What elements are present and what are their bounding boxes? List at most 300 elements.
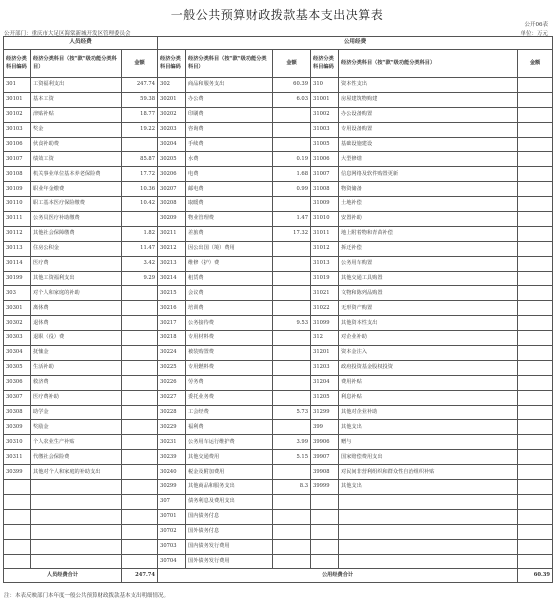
table-row <box>4 271 553 286</box>
amount-cell: 17.32 <box>273 226 311 241</box>
economic-code-cell: 30310 <box>4 435 31 450</box>
amount-cell <box>122 554 158 569</box>
economic-name-cell: 国外债务发行费用 <box>186 554 273 569</box>
table-row <box>4 212 553 227</box>
economic-name-cell: 国内债务发行费用 <box>186 539 273 554</box>
economic-code-cell: 303 <box>4 286 31 301</box>
amount-cell <box>273 271 311 286</box>
amount-cell: 8.3 <box>273 480 311 495</box>
amount-cell <box>273 346 311 361</box>
economic-code-cell: 31001 <box>311 92 339 107</box>
amount-cell: 1.82 <box>122 226 158 241</box>
economic-code-cell: 30201 <box>158 92 186 107</box>
amount-cell: 17.72 <box>122 167 158 182</box>
personnel-section-title: 人员经费 <box>4 37 158 50</box>
economic-code-cell <box>4 480 31 495</box>
economic-code-cell: 31002 <box>311 107 339 122</box>
economic-code-cell: 30211 <box>158 226 186 241</box>
economic-code-cell <box>311 494 339 509</box>
economic-name-cell: 办公设备购置 <box>339 107 518 122</box>
economic-name-cell <box>31 509 122 524</box>
economic-name-cell: 邮电费 <box>186 182 273 197</box>
economic-code-cell <box>4 524 31 539</box>
economic-name-cell: 资本金注入 <box>339 346 518 361</box>
economic-code-cell: 31005 <box>311 137 339 152</box>
amount-cell <box>518 316 553 331</box>
header-name: 经济分类科目（按“款”级功能分类科目） <box>186 50 273 78</box>
amount-cell <box>273 331 311 346</box>
economic-code-cell: 31022 <box>311 301 339 316</box>
amount-cell: 10.36 <box>122 182 158 197</box>
amount-cell <box>518 167 553 182</box>
economic-code-cell: 30701 <box>158 509 186 524</box>
amount-cell <box>273 375 311 390</box>
amount-cell <box>273 301 311 316</box>
economic-name-cell: 助学金 <box>31 405 122 420</box>
economic-name-cell: 基础设施建设 <box>339 137 518 152</box>
amount-cell <box>122 494 158 509</box>
amount-cell <box>122 465 158 480</box>
economic-name-cell: 抚恤金 <box>31 346 122 361</box>
amount-cell <box>273 494 311 509</box>
economic-code-cell: 30224 <box>158 346 186 361</box>
economic-code-cell: 30240 <box>158 465 186 480</box>
amount-cell: 5.73 <box>273 405 311 420</box>
economic-name-cell: 费用补贴 <box>339 375 518 390</box>
economic-code-cell: 30204 <box>158 137 186 152</box>
economic-name-cell: 伙食补助费 <box>31 137 122 152</box>
economic-name-cell: 大型修缮 <box>339 152 518 167</box>
amount-cell <box>273 197 311 212</box>
economic-code-cell: 31008 <box>311 182 339 197</box>
table-row <box>4 360 553 375</box>
amount-cell <box>518 107 553 122</box>
economic-code-cell <box>4 509 31 524</box>
economic-code-cell: 30113 <box>4 241 31 256</box>
amount-cell: 5.15 <box>273 450 311 465</box>
economic-name-cell: 代缴社会保险费 <box>31 450 122 465</box>
amount-cell <box>122 316 158 331</box>
amount-cell <box>273 241 311 256</box>
economic-code-cell: 30112 <box>4 226 31 241</box>
economic-name-cell: 赠与 <box>339 435 518 450</box>
economic-code-cell: 31299 <box>311 405 339 420</box>
economic-name-cell: 咨询费 <box>186 122 273 137</box>
section-header-row <box>4 37 553 50</box>
table-row <box>4 167 553 182</box>
economic-name-cell: 地上附着物和青苗补偿 <box>339 226 518 241</box>
amount-cell <box>518 301 553 316</box>
economic-code-cell: 30101 <box>4 92 31 107</box>
economic-name-cell: 生活补助 <box>31 360 122 375</box>
economic-code-cell: 30109 <box>4 182 31 197</box>
amount-cell: 6.03 <box>273 92 311 107</box>
economic-code-cell: 31201 <box>311 346 339 361</box>
economic-name-cell: 其他对企业补助 <box>339 405 518 420</box>
amount-cell: 59.38 <box>122 92 158 107</box>
table-row <box>4 524 553 539</box>
amount-cell <box>518 286 553 301</box>
department-label: 公开部门：重庆市大足区海棠新城开发区管理委员会 <box>4 31 131 37</box>
amount-cell <box>518 465 553 480</box>
amount-cell <box>122 212 158 227</box>
economic-code-cell: 30227 <box>158 390 186 405</box>
economic-name-cell: 手续费 <box>186 137 273 152</box>
amount-cell <box>273 539 311 554</box>
header-name: 经济分类科目（按“款”级功能分类科目） <box>31 50 122 78</box>
economic-code-cell: 30111 <box>4 212 31 227</box>
amount-cell <box>273 554 311 569</box>
amount-cell: 18.77 <box>122 107 158 122</box>
economic-code-cell: 30213 <box>158 256 186 271</box>
economic-code-cell: 399 <box>311 420 339 435</box>
personnel-total-amount: 247.74 <box>122 569 158 583</box>
economic-name-cell: 拆迁补偿 <box>339 241 518 256</box>
economic-name-cell: 个人农业生产补贴 <box>31 435 122 450</box>
amount-cell <box>273 360 311 375</box>
amount-cell <box>122 509 158 524</box>
economic-name-cell: 物业管理费 <box>186 212 273 227</box>
economic-name-cell: 税金及附加费用 <box>186 465 273 480</box>
amount-cell <box>122 286 158 301</box>
table-row <box>4 286 553 301</box>
table-row <box>4 346 553 361</box>
economic-code-cell: 301 <box>4 78 31 93</box>
total-row <box>4 569 553 583</box>
economic-code-cell: 30229 <box>158 420 186 435</box>
economic-code-cell <box>4 494 31 509</box>
table-row <box>4 122 553 137</box>
economic-name-cell: 公务用车运行维护费 <box>186 435 273 450</box>
economic-name-cell: 其他支出 <box>339 420 518 435</box>
economic-name-cell: 公务用车购置 <box>339 256 518 271</box>
footnote: 注：本表反映部门本年度一般公共预算财政拨款基本支出明细情况。 <box>4 593 170 599</box>
economic-name-cell: 救济费 <box>31 375 122 390</box>
economic-name-cell: 培训费 <box>186 301 273 316</box>
economic-name-cell: 无形资产购置 <box>339 301 518 316</box>
economic-name-cell: 专用燃料费 <box>186 360 273 375</box>
economic-name-cell: 水费 <box>186 152 273 167</box>
economic-name-cell: 安置补助 <box>339 212 518 227</box>
amount-cell <box>122 435 158 450</box>
economic-code-cell: 31205 <box>311 390 339 405</box>
economic-name-cell <box>339 509 518 524</box>
economic-code-cell: 30107 <box>4 152 31 167</box>
amount-cell: 0.19 <box>273 152 311 167</box>
economic-name-cell: 办公费 <box>186 92 273 107</box>
economic-code-cell: 30103 <box>4 122 31 137</box>
amount-cell <box>518 137 553 152</box>
amount-cell <box>122 420 158 435</box>
amount-cell <box>518 524 553 539</box>
economic-name-cell: 职工基本医疗保险缴费 <box>31 197 122 212</box>
amount-cell <box>518 241 553 256</box>
economic-code-cell: 31204 <box>311 375 339 390</box>
economic-code-cell: 30228 <box>158 405 186 420</box>
economic-code-cell: 30305 <box>4 360 31 375</box>
amount-cell: 85.87 <box>122 152 158 167</box>
amount-cell: 19.22 <box>122 122 158 137</box>
economic-name-cell: 专用材料费 <box>186 331 273 346</box>
amount-cell: 1.47 <box>273 212 311 227</box>
economic-code-cell: 31021 <box>311 286 339 301</box>
amount-cell <box>122 301 158 316</box>
economic-name-cell: 政府投资基金股权投资 <box>339 360 518 375</box>
amount-cell <box>122 137 158 152</box>
economic-code-cell: 30114 <box>4 256 31 271</box>
amount-cell <box>518 78 553 93</box>
economic-name-cell: 其他交通费用 <box>186 450 273 465</box>
economic-code-cell: 39999 <box>311 480 339 495</box>
table-row <box>4 405 553 420</box>
economic-code-cell <box>311 539 339 554</box>
header-amount: 金额 <box>518 50 553 78</box>
amount-cell <box>518 122 553 137</box>
economic-code-cell: 30209 <box>158 212 186 227</box>
economic-code-cell: 30304 <box>4 346 31 361</box>
amount-cell: 11.47 <box>122 241 158 256</box>
economic-name-cell: 绩效工资 <box>31 152 122 167</box>
economic-name-cell: 电费 <box>186 167 273 182</box>
table-row <box>4 539 553 554</box>
amount-cell: 1.68 <box>273 167 311 182</box>
economic-code-cell: 30106 <box>4 137 31 152</box>
economic-name-cell: 物资储备 <box>339 182 518 197</box>
economic-code-cell: 30301 <box>4 301 31 316</box>
economic-name-cell: 租赁费 <box>186 271 273 286</box>
economic-name-cell: 其他社会保障缴费 <box>31 226 122 241</box>
table-row <box>4 137 553 152</box>
economic-code-cell <box>4 539 31 554</box>
economic-code-cell: 31006 <box>311 152 339 167</box>
amount-cell: 9.29 <box>122 271 158 286</box>
column-header-row <box>4 50 553 78</box>
expenditure-table <box>3 36 553 583</box>
amount-cell <box>273 107 311 122</box>
economic-code-cell: 302 <box>158 78 186 93</box>
economic-code-cell: 30212 <box>158 241 186 256</box>
amount-cell <box>518 509 553 524</box>
economic-code-cell <box>311 524 339 539</box>
header-code: 经济分类科目编码 <box>311 50 339 78</box>
economic-name-cell: 债务利息及费用支出 <box>186 494 273 509</box>
amount-cell <box>122 524 158 539</box>
economic-code-cell: 30399 <box>4 465 31 480</box>
amount-cell <box>273 256 311 271</box>
economic-code-cell: 312 <box>311 331 339 346</box>
economic-name-cell: 委托业务费 <box>186 390 273 405</box>
economic-code-cell: 30202 <box>158 107 186 122</box>
economic-name-cell <box>31 539 122 554</box>
table-row <box>4 152 553 167</box>
economic-code-cell: 30308 <box>4 405 31 420</box>
header-code: 经济分类科目编码 <box>4 50 31 78</box>
economic-name-cell: 信息网络及软件购置更新 <box>339 167 518 182</box>
economic-name-cell <box>31 524 122 539</box>
economic-name-cell: 国家赔偿费用支出 <box>339 450 518 465</box>
table-row <box>4 226 553 241</box>
economic-name-cell: 工会经费 <box>186 405 273 420</box>
amount-cell <box>273 465 311 480</box>
header-name: 经济分类科目（按“款”级功能分类科目） <box>339 50 518 78</box>
economic-code-cell: 30703 <box>158 539 186 554</box>
economic-name-cell <box>31 554 122 569</box>
economic-name-cell: 公务接待费 <box>186 316 273 331</box>
economic-name-cell <box>31 494 122 509</box>
economic-name-cell: 会议费 <box>186 286 273 301</box>
economic-code-cell: 30110 <box>4 197 31 212</box>
table-row <box>4 197 553 212</box>
table-row <box>4 182 553 197</box>
amount-cell <box>273 524 311 539</box>
economic-code-cell: 30108 <box>4 167 31 182</box>
amount-cell <box>518 226 553 241</box>
amount-cell <box>518 182 553 197</box>
economic-code-cell: 30102 <box>4 107 31 122</box>
economic-name-cell: 被装购置费 <box>186 346 273 361</box>
table-row <box>4 316 553 331</box>
economic-code-cell <box>311 554 339 569</box>
table-row <box>4 494 553 509</box>
table-row <box>4 465 553 480</box>
table-row <box>4 256 553 271</box>
economic-name-cell: 差旅费 <box>186 226 273 241</box>
economic-name-cell: 福利费 <box>186 420 273 435</box>
economic-name-cell: 机关事业单位基本养老保险费 <box>31 167 122 182</box>
amount-cell <box>518 360 553 375</box>
economic-code-cell: 30306 <box>4 375 31 390</box>
economic-name-cell: 工资福利支出 <box>31 78 122 93</box>
economic-name-cell: 商品和服务支出 <box>186 78 273 93</box>
economic-name-cell: 对民间非营利组织和群众性自治组织补贴 <box>339 465 518 480</box>
economic-code-cell <box>4 554 31 569</box>
economic-code-cell: 30205 <box>158 152 186 167</box>
economic-name-cell: 离休费 <box>31 301 122 316</box>
economic-name-cell: 对个人和家庭的补助 <box>31 286 122 301</box>
amount-cell <box>518 346 553 361</box>
table-row <box>4 435 553 450</box>
economic-name-cell: 基本工资 <box>31 92 122 107</box>
table-code: 公开06表 <box>524 22 548 28</box>
economic-name-cell: 其他资本性支出 <box>339 316 518 331</box>
amount-cell <box>122 405 158 420</box>
economic-name-cell: 退职（役）费 <box>31 331 122 346</box>
economic-name-cell: 取暖费 <box>186 197 273 212</box>
economic-name-cell <box>339 524 518 539</box>
table-row <box>4 107 553 122</box>
header-amount: 金额 <box>122 50 158 78</box>
table-row <box>4 420 553 435</box>
economic-code-cell: 31009 <box>311 197 339 212</box>
economic-name-cell: 房屋建筑物购建 <box>339 92 518 107</box>
economic-code-cell: 30702 <box>158 524 186 539</box>
header-amount: 金额 <box>273 50 311 78</box>
economic-code-cell: 39907 <box>311 450 339 465</box>
amount-cell <box>518 390 553 405</box>
economic-code-cell: 30199 <box>4 271 31 286</box>
table-row <box>4 390 553 405</box>
economic-name-cell: 资本性支出 <box>339 78 518 93</box>
table-row <box>4 480 553 495</box>
economic-code-cell: 30302 <box>4 316 31 331</box>
document-title: 一般公共预算财政拨款基本支出决算表 <box>170 8 384 22</box>
economic-name-cell <box>339 539 518 554</box>
economic-name-cell: 其他商品和服务支出 <box>186 480 273 495</box>
economic-name-cell: 国内债务付息 <box>186 509 273 524</box>
economic-name-cell: 利息补贴 <box>339 390 518 405</box>
economic-code-cell: 30309 <box>4 420 31 435</box>
economic-code-cell: 31203 <box>311 360 339 375</box>
amount-cell <box>518 375 553 390</box>
amount-cell: 0.99 <box>273 182 311 197</box>
amount-cell: 10.42 <box>122 197 158 212</box>
economic-code-cell: 30311 <box>4 450 31 465</box>
economic-code-cell: 31099 <box>311 316 339 331</box>
table-row <box>4 241 553 256</box>
economic-code-cell: 30704 <box>158 554 186 569</box>
amount-cell <box>273 122 311 137</box>
economic-code-cell: 39906 <box>311 435 339 450</box>
economic-code-cell: 31019 <box>311 271 339 286</box>
economic-name-cell: 土地补偿 <box>339 197 518 212</box>
amount-cell <box>122 331 158 346</box>
economic-name-cell: 奖励金 <box>31 420 122 435</box>
economic-name-cell: 住房公积金 <box>31 241 122 256</box>
unit-label: 单位：万元 <box>520 31 548 37</box>
amount-cell <box>518 494 553 509</box>
amount-cell <box>518 554 553 569</box>
amount-cell <box>518 450 553 465</box>
amount-cell <box>518 405 553 420</box>
table-row <box>4 509 553 524</box>
economic-name-cell: 医疗费补助 <box>31 390 122 405</box>
economic-code-cell: 30206 <box>158 167 186 182</box>
economic-name-cell: 因公出国（境）费用 <box>186 241 273 256</box>
table-row <box>4 92 553 107</box>
public-total-amount: 60.39 <box>518 569 553 583</box>
amount-cell <box>122 539 158 554</box>
economic-code-cell: 31012 <box>311 241 339 256</box>
header-code: 经济分类科目编码 <box>158 50 186 78</box>
economic-code-cell: 39908 <box>311 465 339 480</box>
economic-name-cell: 公务员医疗补助缴费 <box>31 212 122 227</box>
economic-code-cell: 30203 <box>158 122 186 137</box>
economic-name-cell: 劳务费 <box>186 375 273 390</box>
economic-code-cell: 307 <box>158 494 186 509</box>
economic-code-cell: 30307 <box>4 390 31 405</box>
economic-name-cell: 维修（护）费 <box>186 256 273 271</box>
amount-cell: 247.74 <box>122 78 158 93</box>
amount-cell <box>518 256 553 271</box>
amount-cell <box>273 390 311 405</box>
economic-code-cell: 30207 <box>158 182 186 197</box>
economic-code-cell: 30303 <box>4 331 31 346</box>
amount-cell <box>518 435 553 450</box>
amount-cell <box>518 331 553 346</box>
amount-cell <box>518 212 553 227</box>
economic-name-cell: 医疗费 <box>31 256 122 271</box>
economic-code-cell: 31007 <box>311 167 339 182</box>
amount-cell <box>518 539 553 554</box>
economic-code-cell <box>311 509 339 524</box>
economic-code-cell: 30299 <box>158 480 186 495</box>
amount-cell <box>518 197 553 212</box>
economic-name-cell: 其他支出 <box>339 480 518 495</box>
economic-code-cell: 310 <box>311 78 339 93</box>
table-row <box>4 375 553 390</box>
public-total-label: 公用经费合计 <box>158 569 518 583</box>
economic-code-cell: 30214 <box>158 271 186 286</box>
